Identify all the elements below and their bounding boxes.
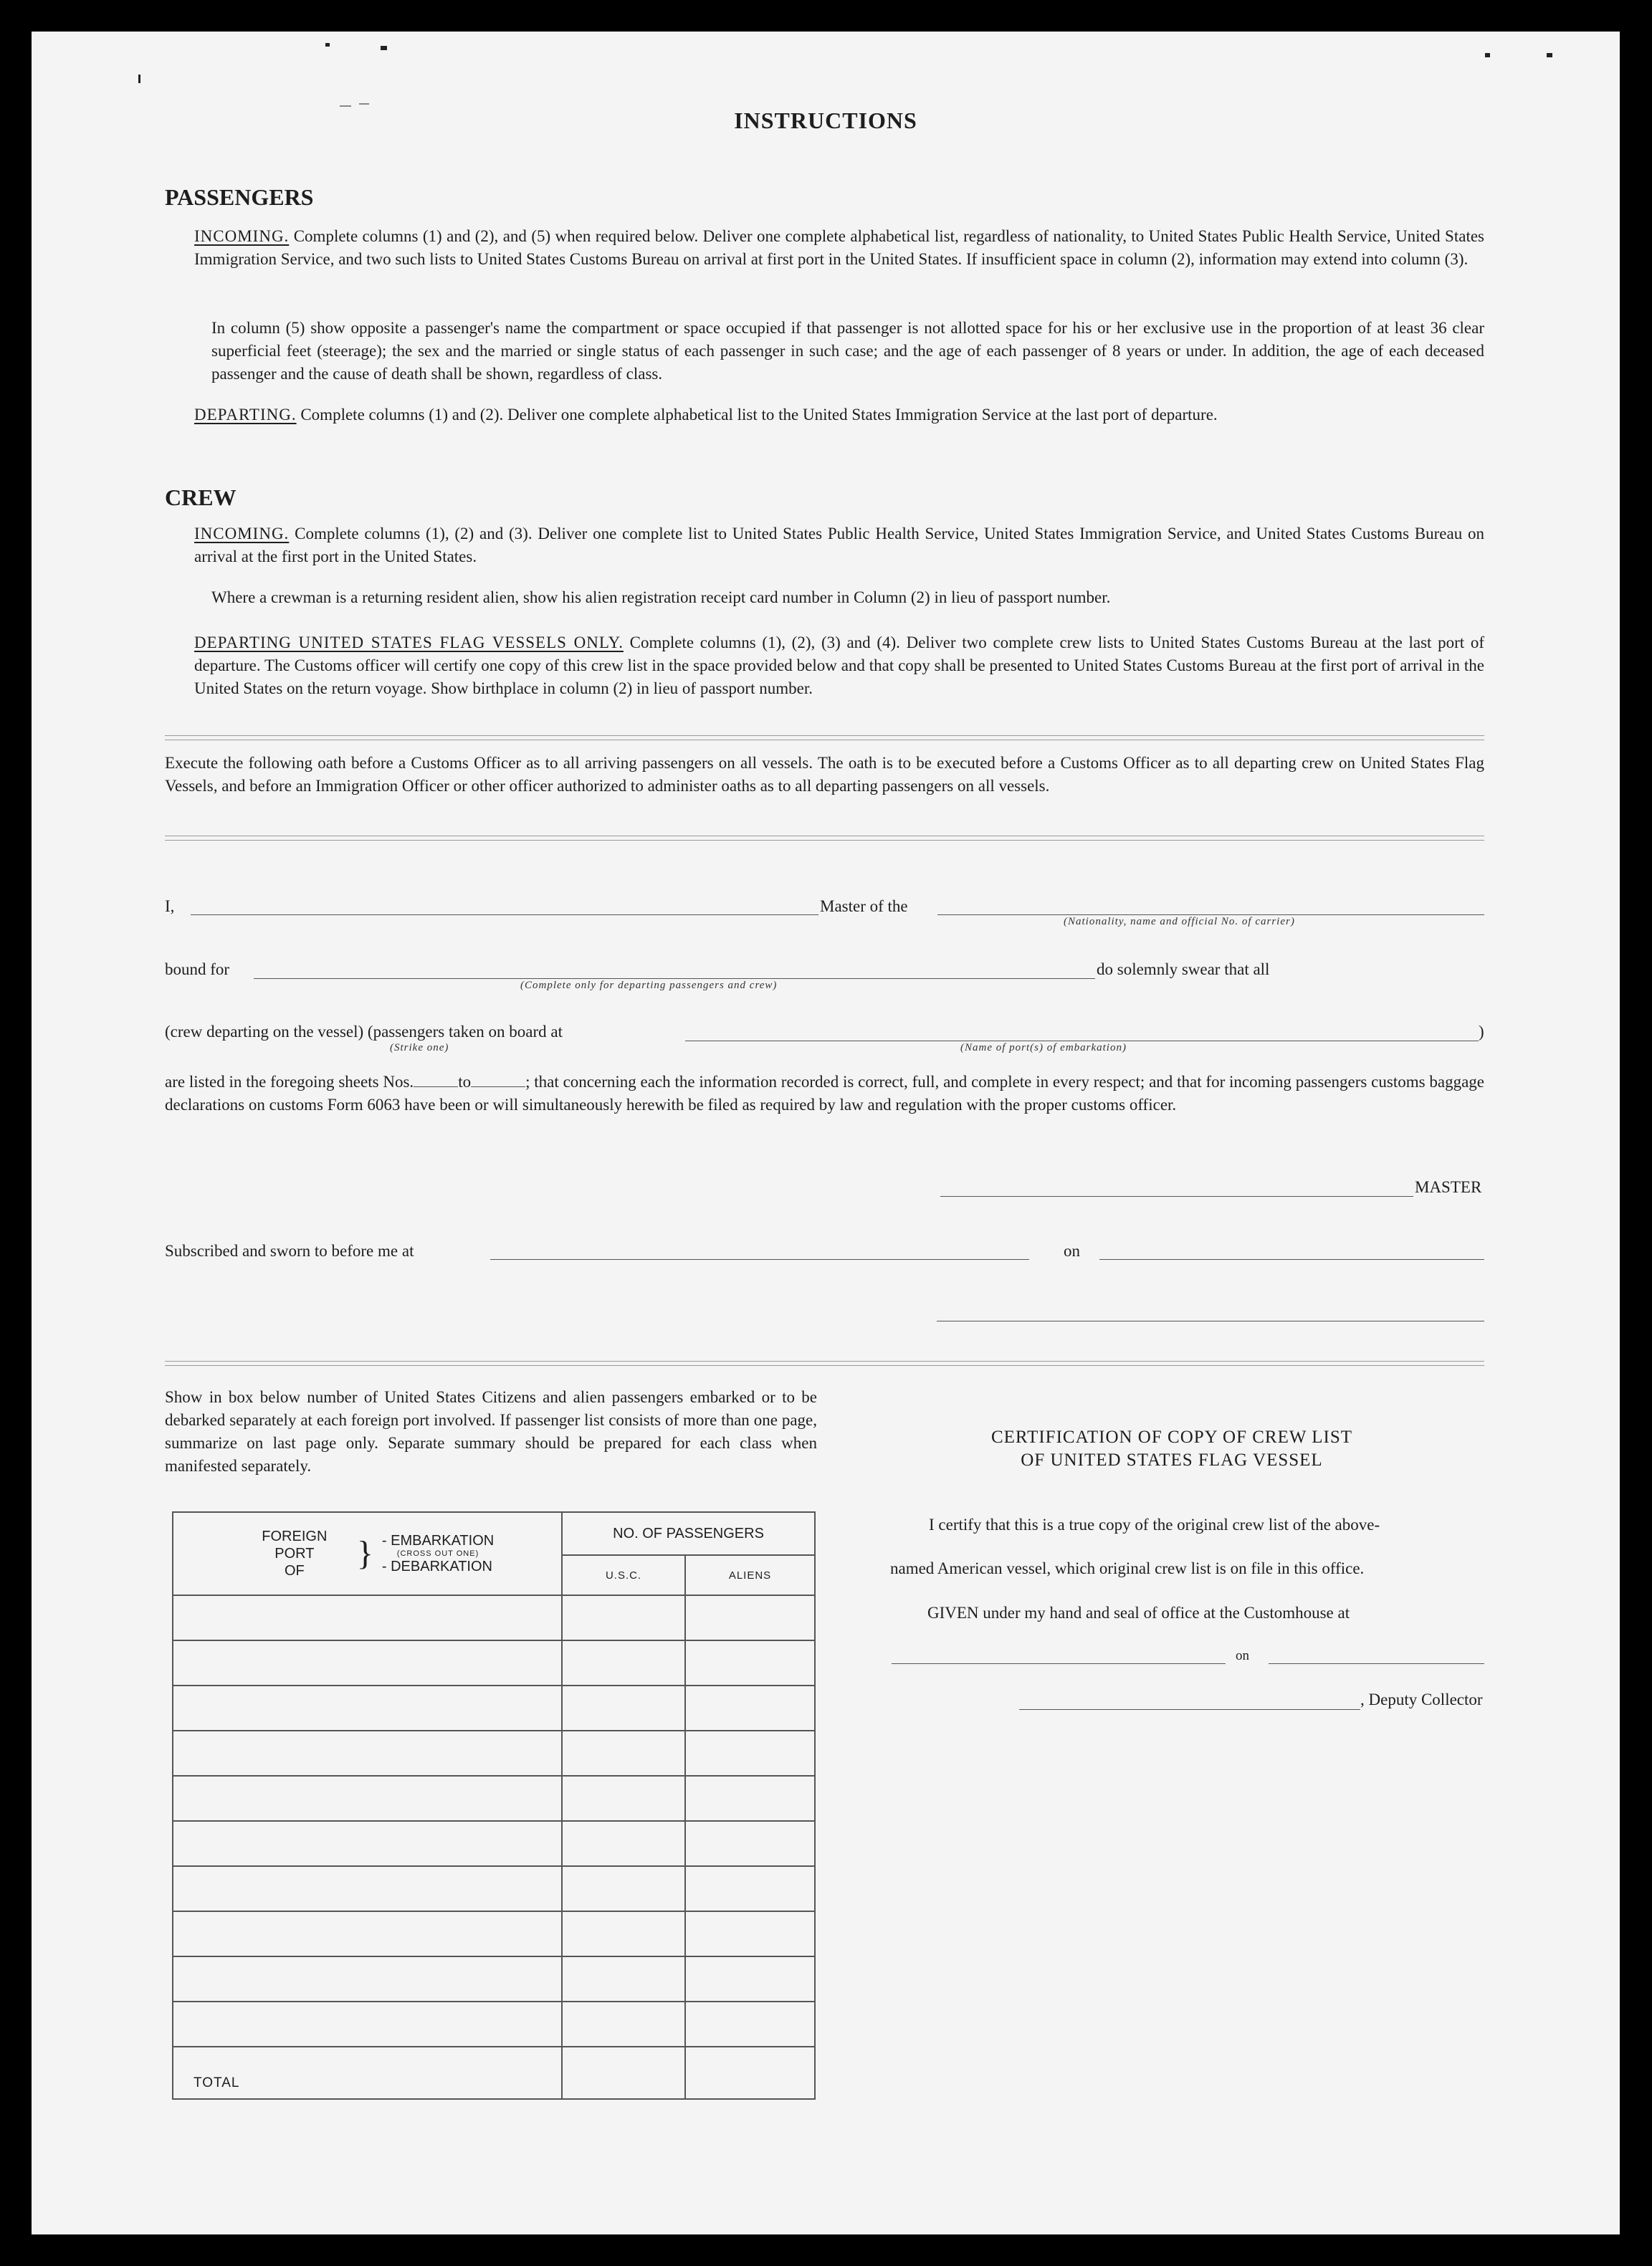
cert-on-label: on bbox=[1236, 1648, 1249, 1663]
document-page bbox=[32, 32, 1620, 2234]
aliens-cell[interactable] bbox=[685, 1821, 815, 1866]
usc-cell[interactable] bbox=[562, 1821, 685, 1866]
port-label: PORT bbox=[274, 1546, 315, 1562]
page-title: INSTRUCTIONS bbox=[734, 107, 917, 133]
passengers-column5-paragraph: In column (5) show opposite a passenger's name the compartment or space occupied if that passenger is not allotted space for his or her exclusive use in the proportion of at least 36 clear superficial feet (steerage); the sex and the married or single status of each passenger in such case; and the age of each passenger of 8 years or under. In addition, the age of each deceased passenger and the cause of death shall be shown, regardless of class. bbox=[211, 319, 1484, 383]
customhouse-field[interactable] bbox=[892, 1663, 1226, 1664]
passenger-summary-table bbox=[172, 1511, 816, 2100]
crew-incoming-lead: INCOMING. bbox=[194, 525, 290, 542]
port-cell[interactable] bbox=[173, 1956, 562, 2002]
divider-2 bbox=[165, 836, 1484, 841]
usc-cell[interactable] bbox=[562, 1640, 685, 1686]
listed-prefix: are listed in the foregoing sheets Nos. bbox=[165, 1073, 414, 1091]
aliens-cell[interactable] bbox=[685, 1595, 815, 1640]
usc-cell[interactable] bbox=[562, 1956, 685, 2002]
carrier-field[interactable] bbox=[937, 914, 1484, 915]
crew-crewman-paragraph: Where a crewman is a returning resident alien, show his alien registration receipt card number in Column (2) in lieu of passport number. bbox=[211, 588, 1111, 606]
certify-line-1: I certify that this is a true copy of the original crew list of the above- bbox=[929, 1516, 1380, 1534]
crew-incoming-paragraph bbox=[194, 522, 1484, 568]
port-cell[interactable] bbox=[173, 1821, 562, 1866]
certification-title-line2: OF UNITED STATES FLAG VESSEL bbox=[1021, 1450, 1323, 1470]
crew-departing-text: Complete columns (1), (2), (3) and (4). Deliver two complete crew lists to United States Customs Bureau at the last port of departure. The Customs officer will certify one copy of this crew list in the space provided below and that copy shall be presented to United States Customs Bureau at the first port of arrival in the United States on the return voyage. Show birthplace in column (2) in lieu of passport number. bbox=[194, 634, 1485, 697]
bound-for-caption: (Complete only for departing passengers and crew) bbox=[520, 980, 778, 991]
port-cell[interactable] bbox=[173, 1776, 562, 1821]
subscribed-on-label: on bbox=[1064, 1242, 1080, 1260]
usc-cell[interactable] bbox=[562, 1776, 685, 1821]
ports-caption: (Name of port(s) of embarkation) bbox=[960, 1042, 1127, 1053]
master-label: MASTER bbox=[1415, 1178, 1482, 1196]
usc-cell[interactable] bbox=[562, 1731, 685, 1776]
cert-date-field[interactable] bbox=[1269, 1663, 1484, 1664]
brace-icon: } bbox=[356, 1534, 373, 1572]
master-signature-field[interactable] bbox=[940, 1196, 1413, 1197]
deputy-collector-signature-field[interactable] bbox=[1019, 1709, 1360, 1710]
passengers-departing-text: Complete columns (1) and (2). Deliver one complete alphabetical list to the United States Immigration Service at the last port of departure. bbox=[300, 406, 1218, 424]
oath-intro-paragraph: Execute the following oath before a Customs Officer as to all arriving passengers on all vessels. The oath is to be executed before a Customs Officer as to all departing crew on United States Flag Vessels, and before an Immigration Officer or other officer authorized to administer oaths as to all departing passengers on all vessels. bbox=[165, 754, 1484, 795]
listed-rest-text: ; that concerning each the information recorded is correct, full, and complete in every respect; and that for incoming passengers customs baggage declarations on customs Form 6063 have been or will simultaneously herewith be filed as required by law and regulation with the proper customs officer. bbox=[165, 1073, 1484, 1114]
bound-for-field[interactable] bbox=[254, 978, 1095, 979]
sheet-from-field[interactable] bbox=[414, 1086, 458, 1087]
master-of-label: Master of the bbox=[820, 897, 908, 915]
aliens-cell[interactable] bbox=[685, 1776, 815, 1821]
aliens-cell[interactable] bbox=[685, 1640, 815, 1686]
of-label: OF bbox=[284, 1563, 305, 1579]
passengers-heading: PASSENGERS bbox=[165, 184, 314, 210]
passengers-departing-lead: DEPARTING. bbox=[194, 406, 297, 424]
crew-departing-paragraph bbox=[194, 631, 1484, 700]
port-header-cell bbox=[173, 1512, 562, 1595]
deputy-collector-label: , Deputy Collector bbox=[1360, 1691, 1483, 1708]
aliens-cell[interactable] bbox=[685, 1866, 815, 1911]
embarkation-label: - EMBARKATION bbox=[381, 1533, 495, 1549]
passengers-incoming-text: Complete columns (1) and (2), and (5) when required below. Deliver one complete alphabetical list, regardless of nationality, to United States Public Health Service, United States Immigration Service, and two such lists to United States Customs Bureau on arrival at first port in the United States. If insufficient space in column (2), information may extend into column (3). bbox=[194, 227, 1484, 268]
usc-header: U.S.C. bbox=[562, 1555, 685, 1595]
embark-debark-label bbox=[382, 1532, 494, 1575]
usc-cell[interactable] bbox=[562, 2002, 685, 2047]
passengers-incoming-paragraph bbox=[194, 225, 1484, 271]
close-paren: ) bbox=[1479, 1023, 1484, 1041]
no-of-passengers-header: NO. OF PASSENGERS bbox=[562, 1512, 815, 1555]
divider-1 bbox=[165, 735, 1484, 740]
crew-incoming-text: Complete columns (1), (2) and (3). Deliver one complete list to United States Public Health Service, United States Immigration Service, and United States Customs Bureau on arrival at the first port in the United States. bbox=[194, 525, 1485, 565]
subscribed-date-field[interactable] bbox=[1099, 1259, 1484, 1260]
crew-heading: CREW bbox=[165, 484, 237, 510]
port-cell[interactable] bbox=[173, 1640, 562, 1686]
certification-title bbox=[859, 1426, 1484, 1472]
total-label: TOTAL bbox=[173, 2047, 562, 2099]
divider-3 bbox=[165, 1361, 1484, 1366]
total-aliens-cell[interactable] bbox=[685, 2047, 815, 2099]
aliens-cell[interactable] bbox=[685, 1956, 815, 2002]
passengers-incoming-lead: INCOMING. bbox=[194, 227, 290, 245]
usc-cell[interactable] bbox=[562, 1866, 685, 1911]
swear-label: do solemnly swear that all bbox=[1097, 960, 1270, 978]
foreign-label: FOREIGN bbox=[262, 1529, 328, 1544]
aliens-header: ALIENS bbox=[685, 1555, 815, 1595]
port-cell[interactable] bbox=[173, 2002, 562, 2047]
subscribed-place-field[interactable] bbox=[490, 1259, 1029, 1260]
port-cell[interactable] bbox=[173, 1866, 562, 1911]
strike-one-caption: (Strike one) bbox=[390, 1042, 449, 1053]
certification-title-line1: CERTIFICATION OF COPY OF CREW LIST bbox=[990, 1428, 1353, 1447]
usc-cell[interactable] bbox=[562, 1595, 685, 1640]
aliens-cell[interactable] bbox=[685, 1911, 815, 1956]
aliens-cell[interactable] bbox=[685, 1731, 815, 1776]
listed-paragraph bbox=[165, 1071, 1484, 1117]
listed-to-label: to bbox=[458, 1073, 472, 1091]
port-cell[interactable] bbox=[173, 1595, 562, 1640]
port-cell[interactable] bbox=[173, 1686, 562, 1731]
summary-instructions: Show in box below number of United States Citizens and alien passengers embarked or to be debarked separately at each foreign port involved. If passenger list consists of more than one page, summarize on last page only. Separate summary should be prepared for each class when manifested separately. bbox=[165, 1388, 817, 1475]
port-cell[interactable] bbox=[173, 1911, 562, 1956]
sheet-to-field[interactable] bbox=[471, 1086, 525, 1087]
master-name-field[interactable] bbox=[191, 914, 818, 915]
subscribed-label: Subscribed and sworn to before me at bbox=[165, 1242, 414, 1260]
crew-passengers-label: (crew departing on the vessel) (passengers taken on board at bbox=[165, 1023, 563, 1041]
oath-i-label: I, bbox=[165, 897, 175, 915]
cross-out-label: (CROSS OUT ONE) bbox=[396, 1549, 479, 1558]
foreign-port-of-label bbox=[241, 1528, 348, 1579]
aliens-cell[interactable] bbox=[685, 1686, 815, 1731]
crew-departing-lead: DEPARTING UNITED STATES FLAG VESSELS ONLY. bbox=[194, 634, 624, 651]
passengers-departing-paragraph bbox=[194, 403, 1484, 426]
carrier-caption: (Nationality, name and official No. of carrier) bbox=[1064, 916, 1295, 927]
total-usc-cell[interactable] bbox=[562, 2047, 685, 2099]
bound-for-label: bound for bbox=[165, 960, 230, 978]
usc-cell[interactable] bbox=[562, 1911, 685, 1956]
debarkation-label: - DEBARKATION bbox=[381, 1559, 492, 1574]
certify-line-2: named American vessel, which original crew list is on file in this office. bbox=[890, 1559, 1365, 1577]
port-cell[interactable] bbox=[173, 1731, 562, 1776]
usc-cell[interactable] bbox=[562, 1686, 685, 1731]
aliens-cell[interactable] bbox=[685, 2002, 815, 2047]
given-line: GIVEN under my hand and seal of office at the Customhouse at bbox=[927, 1604, 1350, 1622]
